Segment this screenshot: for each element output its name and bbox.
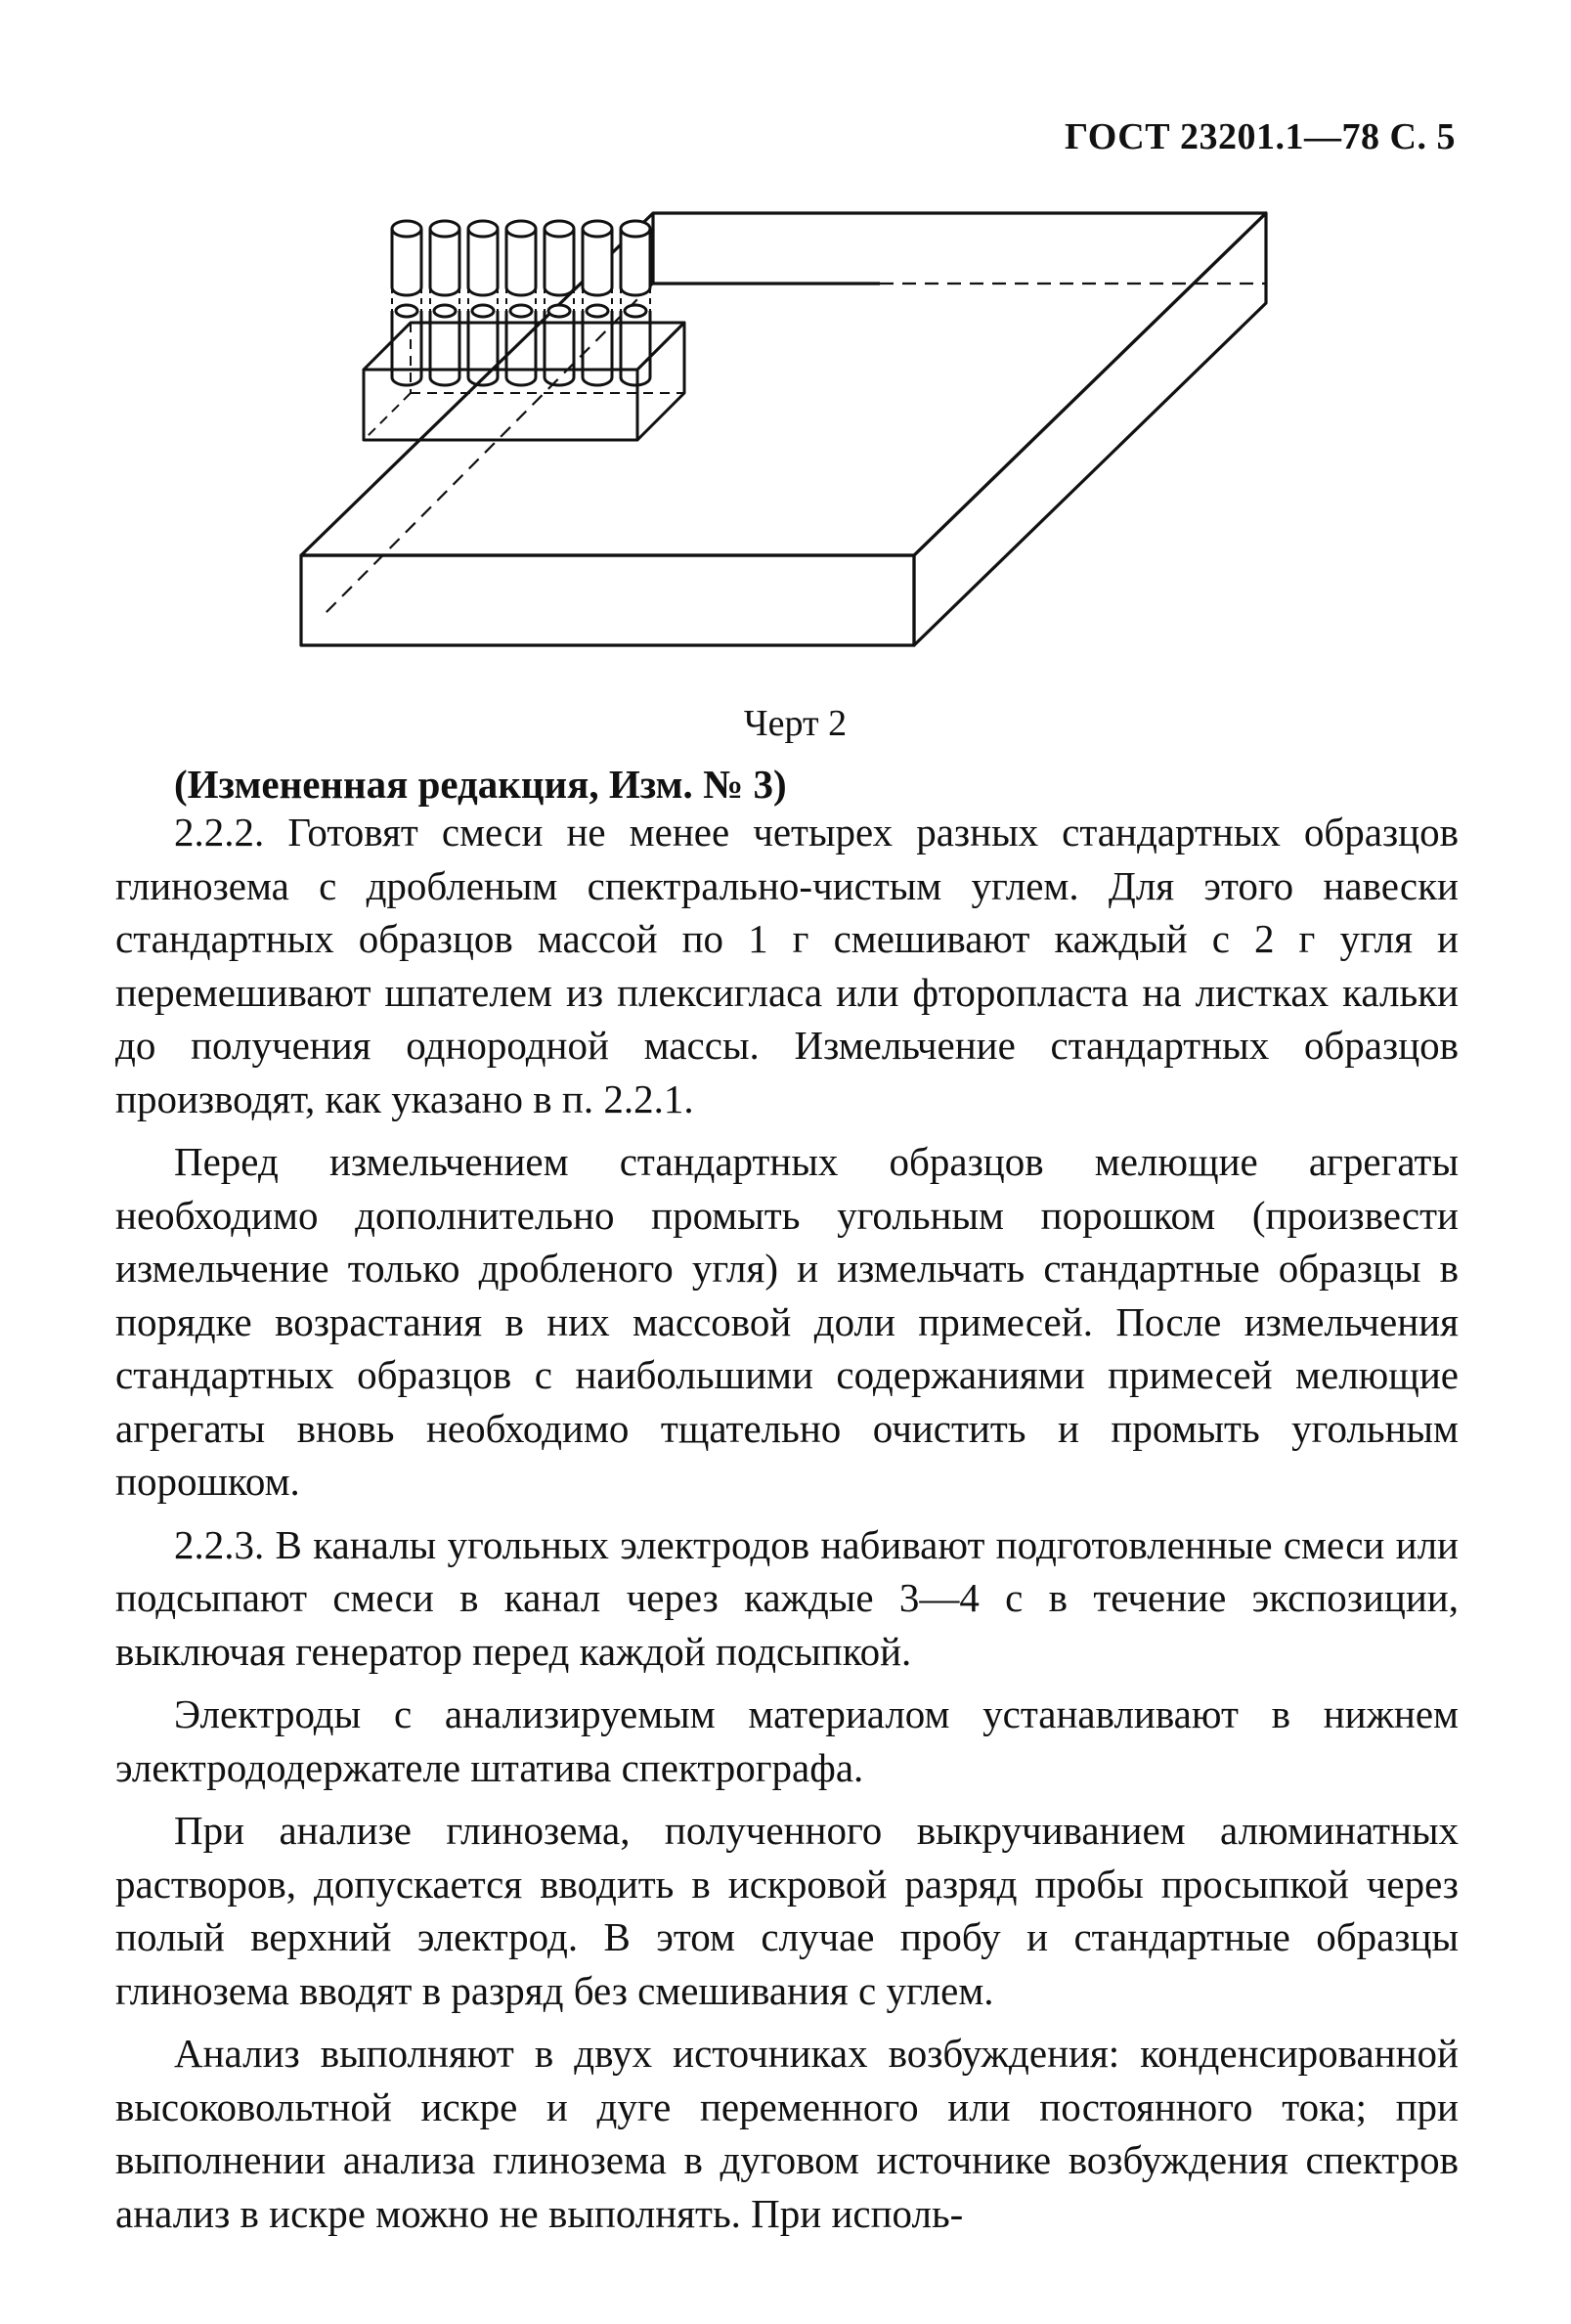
paragraph: Перед измельчением стандартных образцов мелющие агрегаты необходимо дополнительно промыть угольным порошком (произвести измельчение только дробленого угля) и измельчать стандартные образцы в порядке возрастания в них массовой доли примесей. После измельчения стандартных образцов с наибольшими содержаниями примесей мелющие агрегаты вновь необходимо тщательно очистить и промыть угольным порошком. — [115, 1139, 1459, 1504]
tube — [392, 221, 421, 385]
body-text — [115, 806, 1459, 2250]
paragraph: 2.2.3. В каналы угольных электродов набивают подготовленные смеси или подсыпают смеси в канал через каждые 3—4 с в течение экспозиции, выключая генератор перед каждой подсыпкой. — [115, 1521, 1459, 1674]
tube — [506, 221, 536, 385]
page-header: ГОСТ 23201.1—78 С. 5 — [1065, 116, 1456, 157]
tube — [430, 221, 459, 385]
tray-right-face — [914, 213, 1266, 645]
amendment-note: (Измененная редакция, Изм. № 3) — [174, 762, 787, 807]
figure-caption: Черт 2 — [743, 703, 848, 744]
tube — [468, 221, 498, 385]
tube — [583, 221, 612, 385]
paragraph: 2.2.2. Готовят смеси не менее четырех разных стандартных образцов глинозема с дробленым спектрально-чистым углем. Для этого навески стандартных образцов массой по 1 г смешивают каждый с 2 г угля и перемешивают шпателем из плексигласа или фторопласта на листках кальки до получения однородной массы. Измельчение стандартных образцов производят, как указано в п. 2.2.1. — [115, 810, 1459, 1121]
tray-front-face — [301, 555, 914, 645]
figure-drawing — [293, 205, 1290, 675]
block-right-face — [637, 323, 684, 440]
paragraph: При анализе глинозема, полученного выкручиванием алюминатных растворов, допускается вводить в искровой разряд пробы просыпкой через полый верхний электрод. В этом случае пробу и стандартные образцы глинозема вводят в разряд без смешивания с углем. — [115, 1808, 1459, 2013]
paragraph: Анализ выполняют в двух источниках возбуждения: конденсированной высоковольтной искре и дуге переменного или постоянного тока; при выполнении анализа глинозема в дуговом источнике возбуждения спектров анализ в искре можно не выполнять. При исполь- — [115, 2031, 1459, 2236]
paragraph: Электроды с анализируемым материалом устанавливают в нижнем электрододержателе штатива спектрографа. — [115, 1691, 1459, 1790]
block-top-face — [364, 323, 684, 370]
block-front-face — [364, 370, 637, 440]
